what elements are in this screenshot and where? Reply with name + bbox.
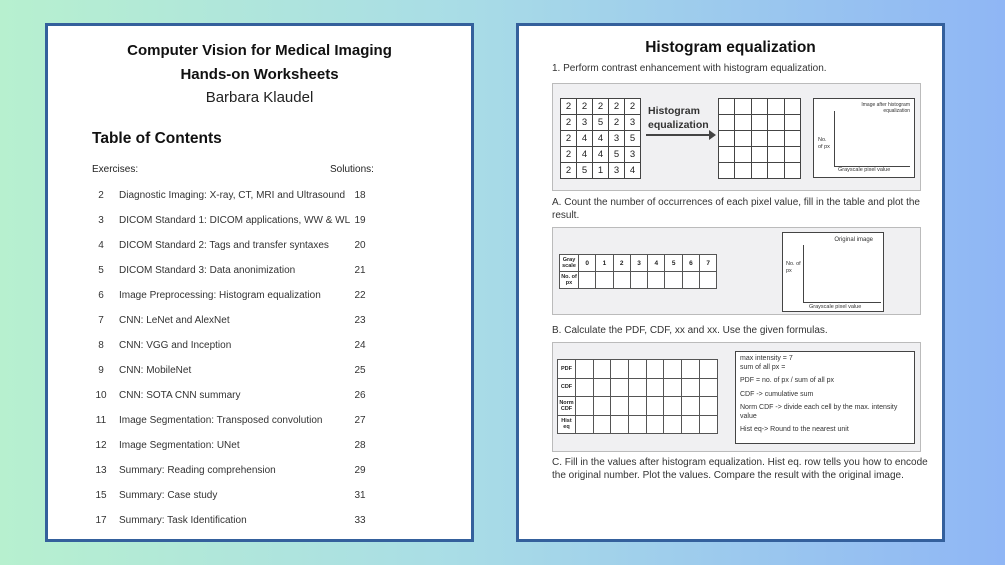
toc-entry-title: Summary: Task Identification	[119, 515, 247, 526]
toc-exercise-page: 9	[98, 365, 104, 376]
empty-grid-cell	[751, 147, 767, 163]
pdf-cell	[682, 360, 700, 379]
gray-scale-header: Gray scale	[560, 255, 579, 272]
grid-cell: 3	[577, 115, 593, 131]
task-1-figure	[552, 83, 921, 191]
pdf-cell	[629, 378, 647, 397]
grid-cell: 2	[561, 115, 577, 131]
pdf-cell	[611, 360, 629, 379]
empty-grid-cell	[784, 131, 800, 147]
pdf-cell	[611, 378, 629, 397]
toc-row	[48, 259, 471, 284]
toc-row	[48, 234, 471, 259]
toc-row	[48, 434, 471, 459]
pdf-row-header: Hist eq	[558, 415, 576, 434]
worksheet-title: Histogram equalization	[645, 39, 816, 56]
empty-grid-cell	[768, 163, 784, 179]
pdf-cell	[629, 415, 647, 434]
gray-value-cell: 3	[630, 255, 647, 272]
toc-row	[48, 409, 471, 434]
task-a-figure	[552, 227, 921, 315]
arrow-label: Histogram equalization	[648, 105, 709, 131]
doc-title-line1: Computer Vision for Medical Imaging	[127, 42, 392, 59]
empty-grid-cell	[735, 99, 751, 115]
px-count-cell	[613, 272, 630, 289]
grid-cell: 3	[609, 131, 625, 147]
pdf-cell	[699, 397, 717, 416]
empty-grid-cell	[735, 131, 751, 147]
pdf-cell	[699, 360, 717, 379]
grid-cell: 3	[625, 147, 641, 163]
toc-solution-page: 23	[354, 315, 366, 326]
empty-grid-cell	[719, 147, 735, 163]
pdf-cell	[576, 360, 594, 379]
toc-page	[45, 23, 474, 542]
grid-cell: 2	[561, 163, 577, 179]
toc-exercise-page: 8	[98, 340, 104, 351]
toc-exercise-page: 7	[98, 315, 104, 326]
plot-axes	[803, 245, 881, 303]
grid-cell: 2	[609, 99, 625, 115]
pdf-cell	[593, 360, 611, 379]
grid-cell: 4	[577, 131, 593, 147]
doc-title-line2: Hands-on Worksheets	[180, 66, 339, 83]
toc-list	[48, 184, 471, 534]
toc-entry-title: CNN: VGG and Inception	[119, 340, 232, 351]
toc-solution-page: 31	[354, 490, 366, 501]
toc-exercise-page: 17	[95, 515, 107, 526]
toc-entry-title: Diagnostic Imaging: X-ray, CT, MRI and Ultrasound	[119, 190, 346, 201]
pdf-cell	[682, 397, 700, 416]
equalized-histogram-plot	[813, 98, 915, 178]
toc-row	[48, 309, 471, 334]
empty-grid-cell	[719, 115, 735, 131]
empty-grid-cell	[784, 163, 800, 179]
pdf-cell	[664, 378, 682, 397]
exercises-header: Exercises:	[92, 164, 139, 175]
pdf-cell	[646, 415, 664, 434]
pdf-cell	[664, 397, 682, 416]
toc-entry-title: CNN: MobileNet	[119, 365, 192, 376]
grid-cell: 5	[609, 147, 625, 163]
pdf-cell	[664, 415, 682, 434]
grid-cell: 3	[609, 163, 625, 179]
toc-row	[48, 509, 471, 534]
task-b-figure	[552, 342, 921, 452]
plot-y-label: No. of px	[818, 137, 830, 150]
pdf-cell	[646, 397, 664, 416]
empty-grid-cell	[719, 131, 735, 147]
grid-cell: 4	[593, 131, 609, 147]
arrow-right-icon	[646, 134, 714, 136]
toc-row	[48, 384, 471, 409]
empty-grid-cell	[735, 147, 751, 163]
pdf-cell	[646, 378, 664, 397]
toc-entry-title: DICOM Standard 2: Tags and transfer syntaxes	[119, 240, 329, 251]
gray-value-cell: 6	[682, 255, 699, 272]
pdf-cell	[664, 360, 682, 379]
pdf-cell	[699, 378, 717, 397]
gray-value-cell: 7	[700, 255, 717, 272]
empty-grid-cell	[768, 147, 784, 163]
toc-entry-title: CNN: SOTA CNN summary	[119, 390, 241, 401]
pdf-cell	[699, 415, 717, 434]
plot-y-label: No. of px	[786, 261, 801, 274]
pdf-cell	[611, 415, 629, 434]
pdf-cell	[576, 415, 594, 434]
pdf-row-header: PDF	[558, 360, 576, 379]
pdf-cell	[629, 397, 647, 416]
original-histogram-plot	[782, 232, 884, 312]
original-pixel-grid	[560, 98, 641, 179]
plot-title: Original image	[834, 237, 873, 243]
pdf-cell	[611, 397, 629, 416]
empty-grid-cell	[784, 99, 800, 115]
grid-cell: 2	[561, 99, 577, 115]
pdf-cell	[682, 415, 700, 434]
grid-cell: 5	[593, 115, 609, 131]
toc-heading: Table of Contents	[92, 130, 222, 147]
plot-x-label: Grayscale pixel value	[809, 304, 862, 310]
plot-title: Image after histogram equalization	[861, 102, 910, 114]
grid-cell: 1	[593, 163, 609, 179]
toc-solution-page: 29	[354, 465, 366, 476]
toc-entry-title: Summary: Case study	[119, 490, 218, 501]
toc-entry-title: Summary: Reading comprehension	[119, 465, 276, 476]
plot-x-label: Grayscale pixel value	[838, 167, 891, 173]
toc-exercise-page: 12	[95, 440, 107, 451]
toc-solution-page: 33	[354, 515, 366, 526]
pdf-cdf-table	[557, 359, 718, 434]
histogram-table	[559, 254, 717, 289]
toc-exercise-page: 15	[95, 490, 107, 501]
equalized-pixel-grid	[718, 98, 801, 179]
grid-cell: 2	[561, 147, 577, 163]
formula-box: max intensity = 7 sum of all px = PDF = no. of px / sum of all px CDF -> cumulative sum Norm CDF -> divide each cell by the max. intensity value Hist eq-> Round to the nearest unit	[735, 351, 915, 444]
toc-row	[48, 334, 471, 359]
toc-entry-title: CNN: LeNet and AlexNet	[119, 315, 230, 326]
task-a-text: A. Count the number of occurrences of each pixel value, fill in the table and plot the result.	[552, 197, 920, 221]
grid-cell: 4	[577, 147, 593, 163]
empty-grid-cell	[735, 163, 751, 179]
toc-row	[48, 359, 471, 384]
toc-solution-page: 24	[354, 340, 366, 351]
toc-row	[48, 484, 471, 509]
empty-grid-cell	[751, 99, 767, 115]
gray-value-cell: 5	[665, 255, 682, 272]
toc-exercise-page: 6	[98, 290, 104, 301]
toc-solution-page: 20	[354, 240, 366, 251]
toc-solution-page: 28	[354, 440, 366, 451]
toc-row	[48, 184, 471, 209]
px-count-cell	[682, 272, 699, 289]
toc-exercise-page: 11	[95, 415, 107, 426]
gray-value-cell: 0	[579, 255, 596, 272]
gray-value-cell: 2	[613, 255, 630, 272]
px-count-cell	[648, 272, 665, 289]
toc-entry-title: Image Segmentation: UNet	[119, 440, 240, 451]
pdf-cell	[629, 360, 647, 379]
toc-solution-page: 19	[354, 215, 366, 226]
solutions-header: Solutions:	[330, 164, 374, 175]
grid-cell: 4	[625, 163, 641, 179]
toc-exercise-page: 3	[98, 215, 104, 226]
grid-cell: 3	[625, 115, 641, 131]
toc-solution-page: 22	[354, 290, 366, 301]
grid-cell: 4	[593, 147, 609, 163]
empty-grid-cell	[735, 115, 751, 131]
toc-entry-title: DICOM Standard 3: Data anonimization	[119, 265, 296, 276]
toc-row	[48, 209, 471, 234]
toc-row	[48, 459, 471, 484]
toc-solution-page: 18	[354, 190, 366, 201]
task-c-text: C. Fill in the values after histogram equalization. Hist eq. row tells you how to encode the original number. Plot the values. Compare the result with the original image.	[552, 457, 928, 481]
grid-cell: 2	[577, 99, 593, 115]
plot-axes	[834, 111, 910, 167]
px-count-cell	[579, 272, 596, 289]
doc-author: Barbara Klaudel	[205, 89, 314, 106]
empty-grid-cell	[768, 131, 784, 147]
pdf-row-header: CDF	[558, 378, 576, 397]
pdf-cell	[593, 378, 611, 397]
px-count-header: No. of px	[560, 272, 579, 289]
grid-cell: 2	[625, 99, 641, 115]
empty-grid-cell	[719, 163, 735, 179]
pdf-cell	[576, 378, 594, 397]
toc-row	[48, 284, 471, 309]
toc-exercise-page: 2	[98, 190, 104, 201]
px-count-cell	[596, 272, 613, 289]
pdf-cell	[593, 397, 611, 416]
toc-entry-title: Image Segmentation: Transposed convolution	[119, 415, 323, 426]
grid-cell: 5	[625, 131, 641, 147]
px-count-cell	[665, 272, 682, 289]
empty-grid-cell	[768, 115, 784, 131]
grid-cell: 2	[561, 131, 577, 147]
pdf-cell	[646, 360, 664, 379]
gray-value-cell: 4	[648, 255, 665, 272]
pdf-cell	[682, 378, 700, 397]
gray-value-cell: 1	[596, 255, 613, 272]
toc-entry-title: DICOM Standard 1: DICOM applications, WW & WL	[119, 215, 351, 226]
task-b-text: B. Calculate the PDF, CDF, xx and xx. Use the given formulas.	[552, 325, 828, 336]
empty-grid-cell	[768, 99, 784, 115]
grid-cell: 2	[609, 115, 625, 131]
toc-solution-page: 27	[354, 415, 366, 426]
empty-grid-cell	[751, 115, 767, 131]
grid-cell: 2	[593, 99, 609, 115]
empty-grid-cell	[784, 115, 800, 131]
grid-cell: 5	[577, 163, 593, 179]
toc-entry-title: Image Preprocessing: Histogram equalization	[119, 290, 321, 301]
task-1-text: 1. Perform contrast enhancement with histogram equalization.	[552, 63, 827, 74]
toc-solution-page: 21	[354, 265, 366, 276]
px-count-cell	[630, 272, 647, 289]
px-count-cell	[700, 272, 717, 289]
empty-grid-cell	[784, 147, 800, 163]
empty-grid-cell	[719, 99, 735, 115]
worksheet-page	[516, 23, 945, 542]
toc-exercise-page: 10	[95, 390, 107, 401]
toc-solution-page: 25	[354, 365, 366, 376]
empty-grid-cell	[751, 163, 767, 179]
toc-exercise-page: 5	[98, 265, 104, 276]
pdf-row-header: Norm CDF	[558, 397, 576, 416]
toc-solution-page: 26	[354, 390, 366, 401]
toc-exercise-page: 13	[95, 465, 107, 476]
toc-exercise-page: 4	[98, 240, 104, 251]
pdf-cell	[576, 397, 594, 416]
pdf-cell	[593, 415, 611, 434]
empty-grid-cell	[751, 131, 767, 147]
